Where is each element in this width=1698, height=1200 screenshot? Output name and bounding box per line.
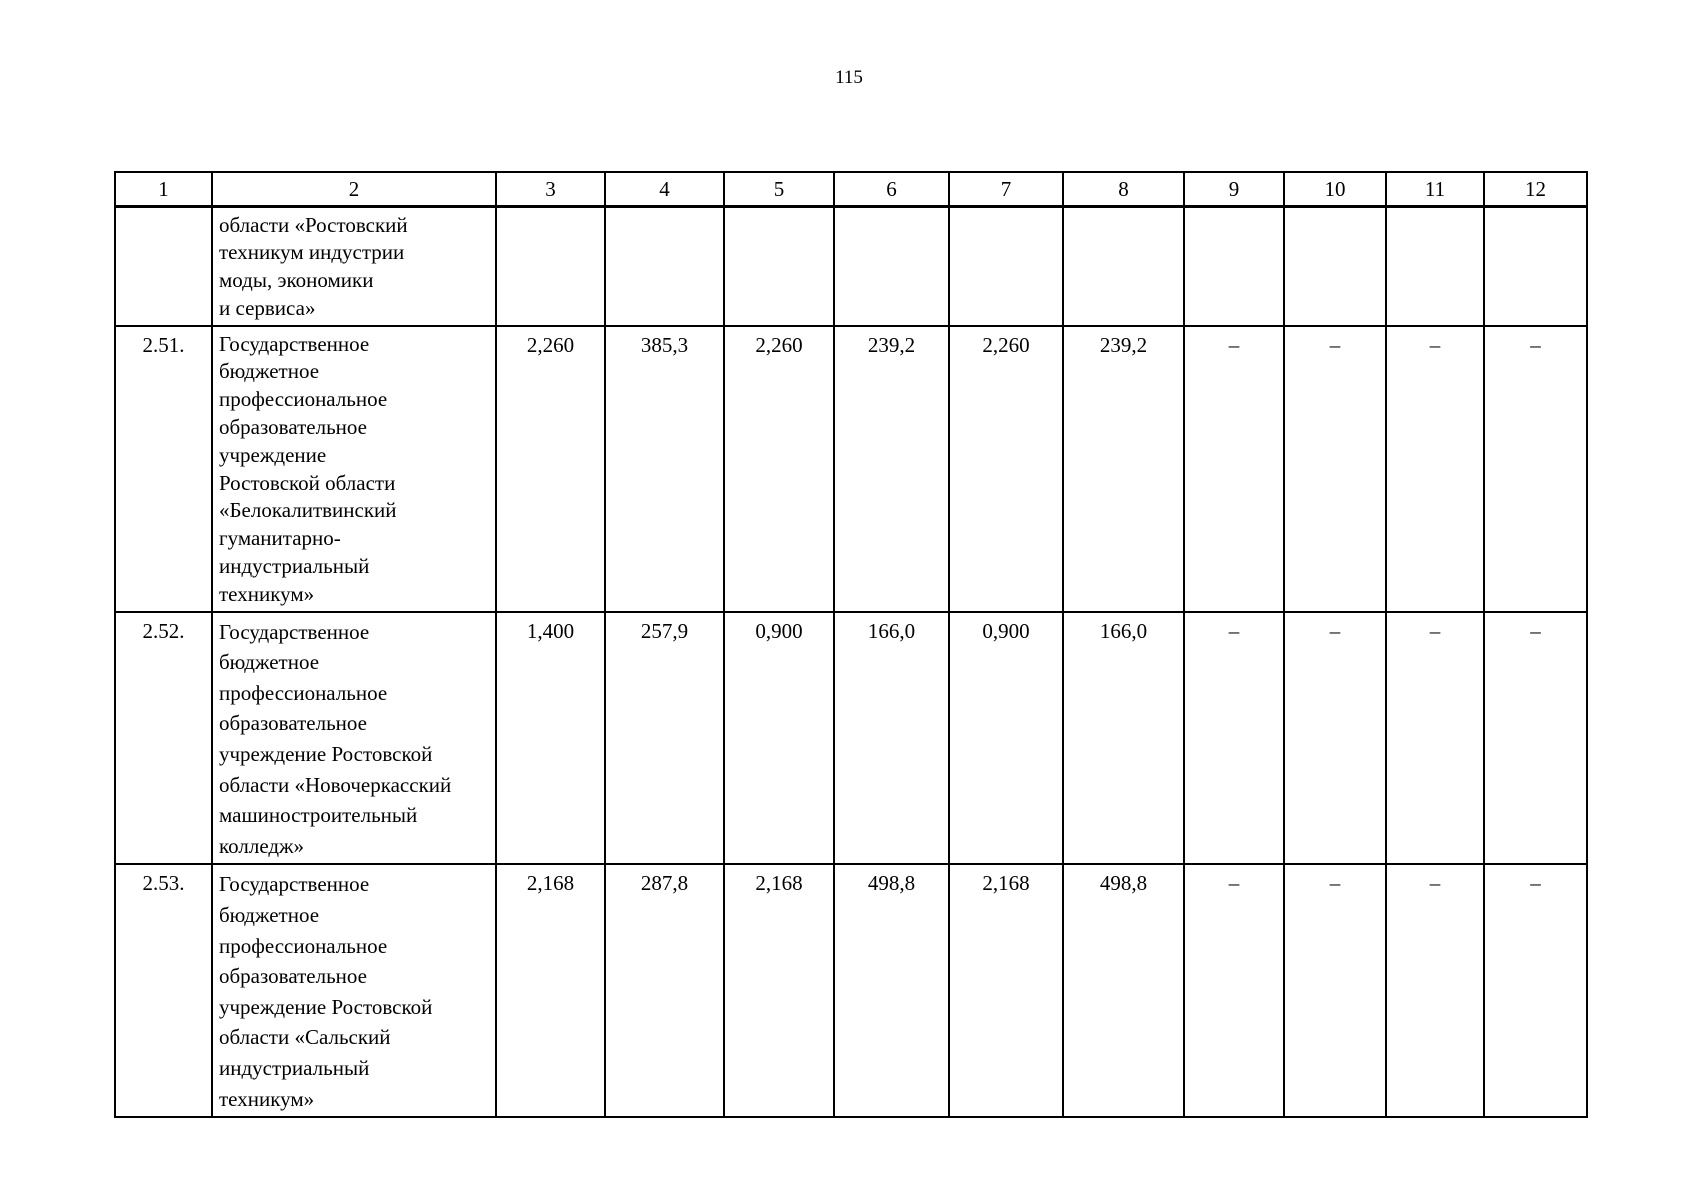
table-cell: – <box>1184 326 1284 612</box>
table-cell <box>1386 206 1484 326</box>
table-cell: – <box>1284 326 1386 612</box>
row-code: 2.51. <box>115 326 212 612</box>
table-cell: – <box>1184 864 1284 1117</box>
table-row <box>115 612 1587 865</box>
table-cell: 257,9 <box>605 612 724 865</box>
column-header: 11 <box>1386 172 1484 206</box>
table-cell <box>1063 206 1184 326</box>
row-name: области «Ростовский техникум индустрии моды, экономики и сервиса» <box>212 206 496 326</box>
page-number: 115 <box>835 67 863 88</box>
column-header: 4 <box>605 172 724 206</box>
table-cell: 498,8 <box>834 864 949 1117</box>
table-cell: 239,2 <box>834 326 949 612</box>
table-cell: 166,0 <box>1063 612 1184 865</box>
table-cell: 2,260 <box>496 326 605 612</box>
column-header: 10 <box>1284 172 1386 206</box>
table-container <box>114 171 1588 1118</box>
column-header: 8 <box>1063 172 1184 206</box>
table-cell: 287,8 <box>605 864 724 1117</box>
table-cell: 2,168 <box>949 864 1063 1117</box>
table-cell <box>834 206 949 326</box>
table-cell <box>949 206 1063 326</box>
table-cell <box>1484 206 1587 326</box>
row-code: 2.52. <box>115 612 212 865</box>
table-cell <box>496 206 605 326</box>
column-header: 1 <box>115 172 212 206</box>
column-header: 5 <box>724 172 834 206</box>
data-table <box>114 171 1588 1118</box>
table-cell: – <box>1284 864 1386 1117</box>
column-header: 9 <box>1184 172 1284 206</box>
table-cell: – <box>1484 612 1587 865</box>
table-cell: – <box>1386 326 1484 612</box>
table-row <box>115 326 1587 612</box>
column-header: 2 <box>212 172 496 206</box>
table-cell: 239,2 <box>1063 326 1184 612</box>
table-cell: 0,900 <box>949 612 1063 865</box>
table-cell: 2,168 <box>724 864 834 1117</box>
column-header: 3 <box>496 172 605 206</box>
table-cell: 2,260 <box>949 326 1063 612</box>
table-cell: – <box>1484 326 1587 612</box>
column-header: 12 <box>1484 172 1587 206</box>
column-header: 6 <box>834 172 949 206</box>
row-name: Государственное бюджетное профессиональное образовательное учреждение Ростовской области «Белокалитвинский гуманитарно- индустриальный техникум» <box>212 326 496 612</box>
table-cell: 1,400 <box>496 612 605 865</box>
column-header: 7 <box>949 172 1063 206</box>
table-row <box>115 864 1587 1117</box>
table-row <box>115 206 1587 326</box>
table-cell: – <box>1284 612 1386 865</box>
table-cell: – <box>1386 864 1484 1117</box>
table-cell: – <box>1386 612 1484 865</box>
table-cell: 0,900 <box>724 612 834 865</box>
table-cell <box>724 206 834 326</box>
table-cell: 166,0 <box>834 612 949 865</box>
table-cell: 2,168 <box>496 864 605 1117</box>
table-cell <box>605 206 724 326</box>
row-name: Государственное бюджетное профессиональное образовательное учреждение Ростовской области «Сальский индустриальный техникум» <box>212 864 496 1117</box>
table-cell: – <box>1184 612 1284 865</box>
table-cell <box>1284 206 1386 326</box>
table-cell: 498,8 <box>1063 864 1184 1117</box>
table-cell: – <box>1484 864 1587 1117</box>
table-header-row <box>115 172 1587 206</box>
row-name: Государственное бюджетное профессиональное образовательное учреждение Ростовской области «Новочеркасский машиностроительный колледж» <box>212 612 496 865</box>
row-code: 2.53. <box>115 864 212 1117</box>
table-cell: 385,3 <box>605 326 724 612</box>
table-cell <box>1184 206 1284 326</box>
table-cell: 2,260 <box>724 326 834 612</box>
row-code <box>115 206 212 326</box>
